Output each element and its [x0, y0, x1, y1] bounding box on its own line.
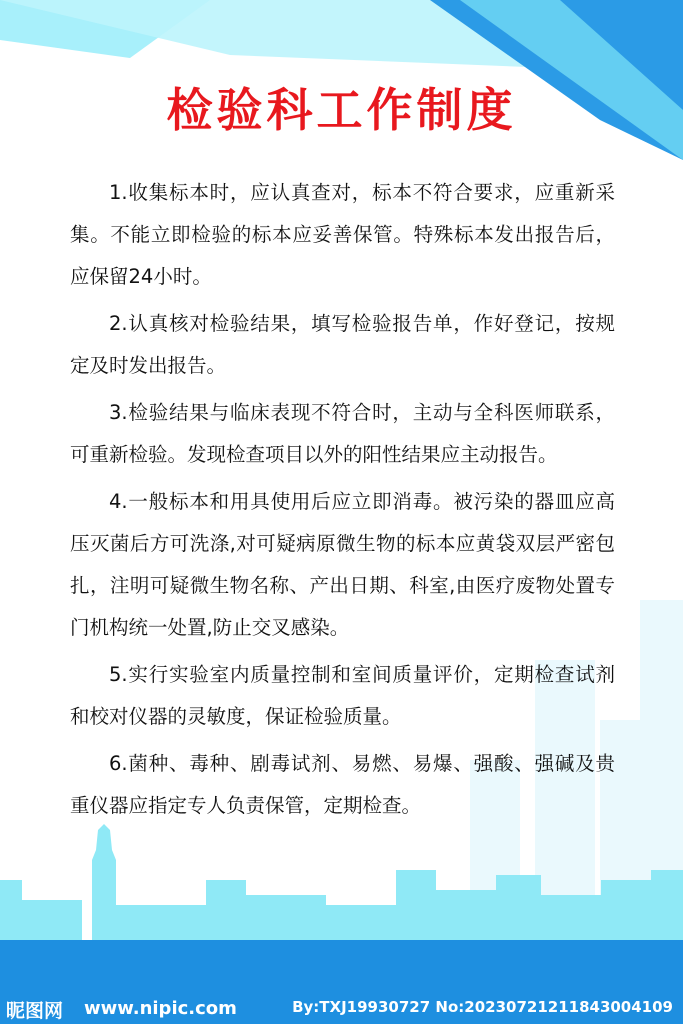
- regulation-item-3: 3.检验结果与临床表现不符合时，主动与全科医师联系，可重新检验。发现检查项目以外的阳性结果应主动报告。: [70, 401, 615, 466]
- regulation-item-6: 6.菌种、毒种、剧毒试剂、易燃、易爆、强酸、强碱及贵重仪器应指定专人负责保管，定期检查。: [70, 752, 615, 817]
- regulation-item-5: 5.实行实验室内质量控制和室间质量评价，定期检查试剂和校对仪器的灵敏度，保证检验质量。: [70, 663, 615, 728]
- regulation-item-4: 4.一般标本和用具使用后应立即消毒。被污染的器皿应高压灭菌后方可洗涤,对可疑病原微生物的标本应黄袋双层严密包扎，注明可疑微生物名称、产出日期、科室,由医疗废物处置专门机构统一处置,防止交叉感染。: [70, 490, 615, 639]
- regulation-list: [70, 172, 615, 832]
- page-title: 检验科工作制度: [166, 83, 517, 137]
- regulation-item-1: 1.收集标本时，应认真查对，标本不符合要求，应重新采集。不能立即检验的标本应妥善保管。特殊标本发出报告后，应保留24小时。: [70, 181, 615, 288]
- watermark-bar: [0, 990, 683, 1024]
- watermark-id: By:TXJ19930727 No:20230721211843004109: [292, 998, 673, 1016]
- watermark-site: www.nipic.com: [84, 998, 237, 1019]
- watermark-brand: 昵图网: [6, 1000, 64, 1022]
- regulation-item-2: 2.认真核对检验结果，填写检验报告单，作好登记，按规定及时发出报告。: [70, 312, 615, 377]
